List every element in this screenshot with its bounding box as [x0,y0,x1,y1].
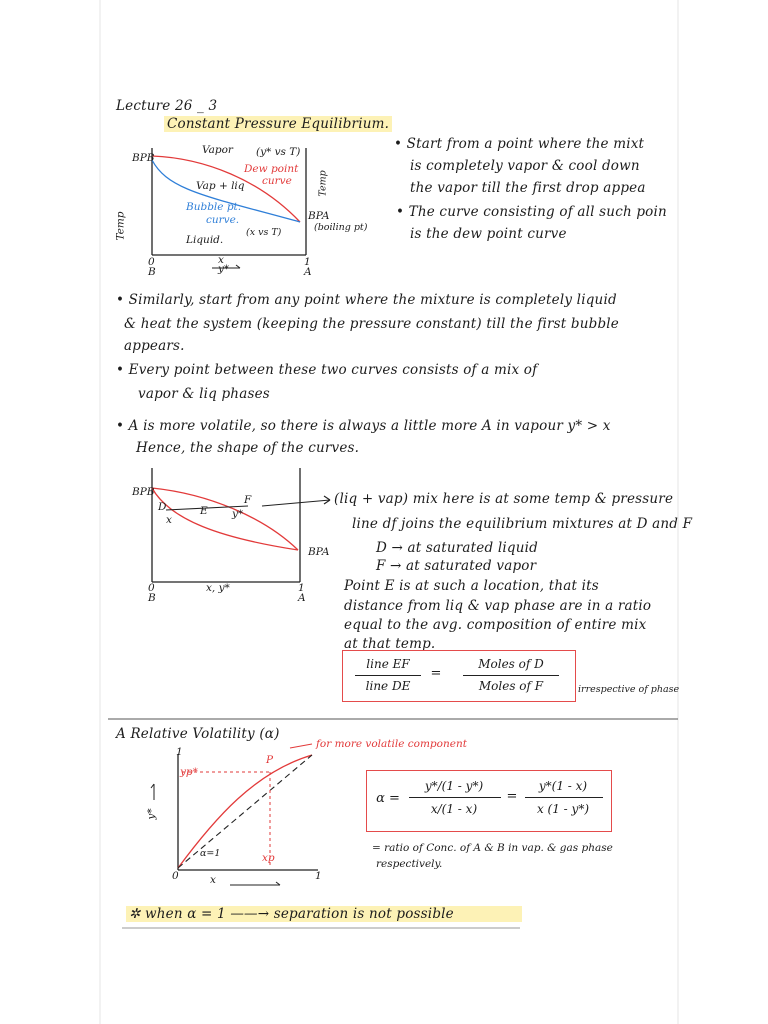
ratio-note-2: respectively. [376,858,443,870]
diagram2-plot [152,468,330,582]
x0b-label: B [148,266,156,278]
note-right-4: • The curve consisting of all such poin [396,204,667,220]
d2-note-1: (liq + vap) mix here is at some temp & pressure [334,491,674,507]
formula-den-1: x/(1 - x) [430,802,478,816]
y-axis-label: y* [218,263,230,275]
d2-note-4: F → at saturated vapor [376,558,537,574]
lever-equals: = [430,666,442,681]
relvol-red-note: for more volatile component [316,738,467,750]
vapor-label: Vapor [202,144,233,156]
bullet-1-line-3: appears. [124,338,185,354]
dew-curve-label-2: curve [262,175,292,187]
temp-right-label: Temp [317,170,329,197]
relvol-one-right: 1 [315,870,322,882]
bubble-tag: (x vs T) [246,227,282,238]
temp-axis-label: Temp [114,211,127,241]
bubble-curve-label-2: curve. [206,214,240,226]
lever-side-note: irrespective of phase [578,684,680,695]
d2-x1-label: 1 [298,582,305,594]
relvol-xp: xp [262,852,275,864]
d2-note-5: Point E is at such a location, that its [344,578,599,594]
alpha-one-statement [126,906,522,922]
x-axis-label: x [218,254,224,266]
note-right-5: is the dew point curve [410,226,567,242]
dew-curve-label: Dew point [244,163,299,175]
point-e-label: E [200,505,208,517]
ratio-note-1: = ratio of Conc. of A & B in vap. & gas phase [372,842,613,854]
formula-num-2: y*(1 - x) [538,779,588,793]
point-f-label: F [244,494,252,506]
note-right-1: • Start from a point where the mixt [394,136,645,152]
d2-note-8: at that temp. [344,636,436,652]
bullet-1-line-2: & heat the system (keeping the pressure constant) till the first bubble [124,316,619,332]
lever-num-left: line EF [366,657,410,671]
relvol-x-axis: x [210,874,216,886]
x1b-label: A [304,266,312,278]
liquid-label: Liquid. [186,234,224,246]
alpha-one-text: when α = 1 ——→ separation is not possible [145,906,454,922]
x0-label: 0 [148,256,155,268]
x1-label: 1 [304,256,311,268]
d2-note-2: line df joins the equilibrium mixtures at D and F [352,516,693,532]
alpha-formula-box [366,770,612,832]
y-mark-label: y* [232,508,244,520]
d2-x0b-label: B [148,592,156,604]
star-icon: ✲ [129,906,141,922]
d2-bpb-label: BPB [132,486,155,498]
d2-note-3: D → at saturated liquid [376,540,538,556]
bullet-2-line-2: vapor & liq phases [138,386,270,402]
d2-x1b-label: A [298,592,306,604]
relvol-alpha1: α=1 [200,848,221,859]
bpb-label: BPB [132,152,155,164]
bullet-1-line-1: • Similarly, start from any point where the mixture is completely liquid [116,292,617,308]
dew-tag: (y* vs T) [256,146,301,158]
point-d-label: D [158,501,167,513]
alpha-symbol: α = [376,791,400,806]
relvol-zero: 0 [172,870,179,882]
lever-den-left: line DE [365,679,411,693]
mix-region-label: Vap + liq [196,180,245,192]
lecture-title: Lecture 26 _ 3 [116,98,218,114]
d2-x0-label: 0 [148,582,155,594]
topic-heading: Constant Pressure Equilibrium. [164,116,392,132]
lever-den-right: Moles of F [478,679,544,693]
bpa-label: BPA [308,210,330,222]
lever-rule-box [342,650,576,702]
relvol-heading: A Relative Volatility (α) [116,726,280,742]
relvol-p: P [266,754,274,766]
d2-note-7: equal to the avg. composition of entire mix [344,617,647,633]
note-right-3: the vapor till the first drop appea [410,180,646,196]
relvol-plot [151,744,318,885]
lever-num-right: Moles of D [478,657,544,671]
relvol-one-top: 1 [176,746,183,758]
bubble-curve-label: Bubble pt. [186,201,242,213]
formula-den-2: x (1 - y*) [536,802,590,816]
d2-bpa-label: BPA [308,546,330,558]
bullet-3-line-2: Hence, the shape of the curves. [136,440,360,456]
bullet-2-line-1: • Every point between these two curves consists of a mix of [116,362,538,378]
bullet-3-line-1: • A is more volatile, so there is always a little more A in vapour y* > x [116,418,611,434]
boiling-note: (boiling pt) [314,222,368,233]
x-mark-label: x [166,514,172,526]
formula-num-1: y*/(1 - y*) [424,779,484,793]
relvol-yp: yp* [180,766,198,778]
d2-note-6: distance from liq & vap phase are in a ratio [344,598,652,614]
relvol-y-axis: y* [145,808,158,820]
formula-eq: = [506,789,518,804]
note-right-2: is completely vapor & cool down [410,158,640,174]
d2-axis-label: x, y* [206,582,230,594]
